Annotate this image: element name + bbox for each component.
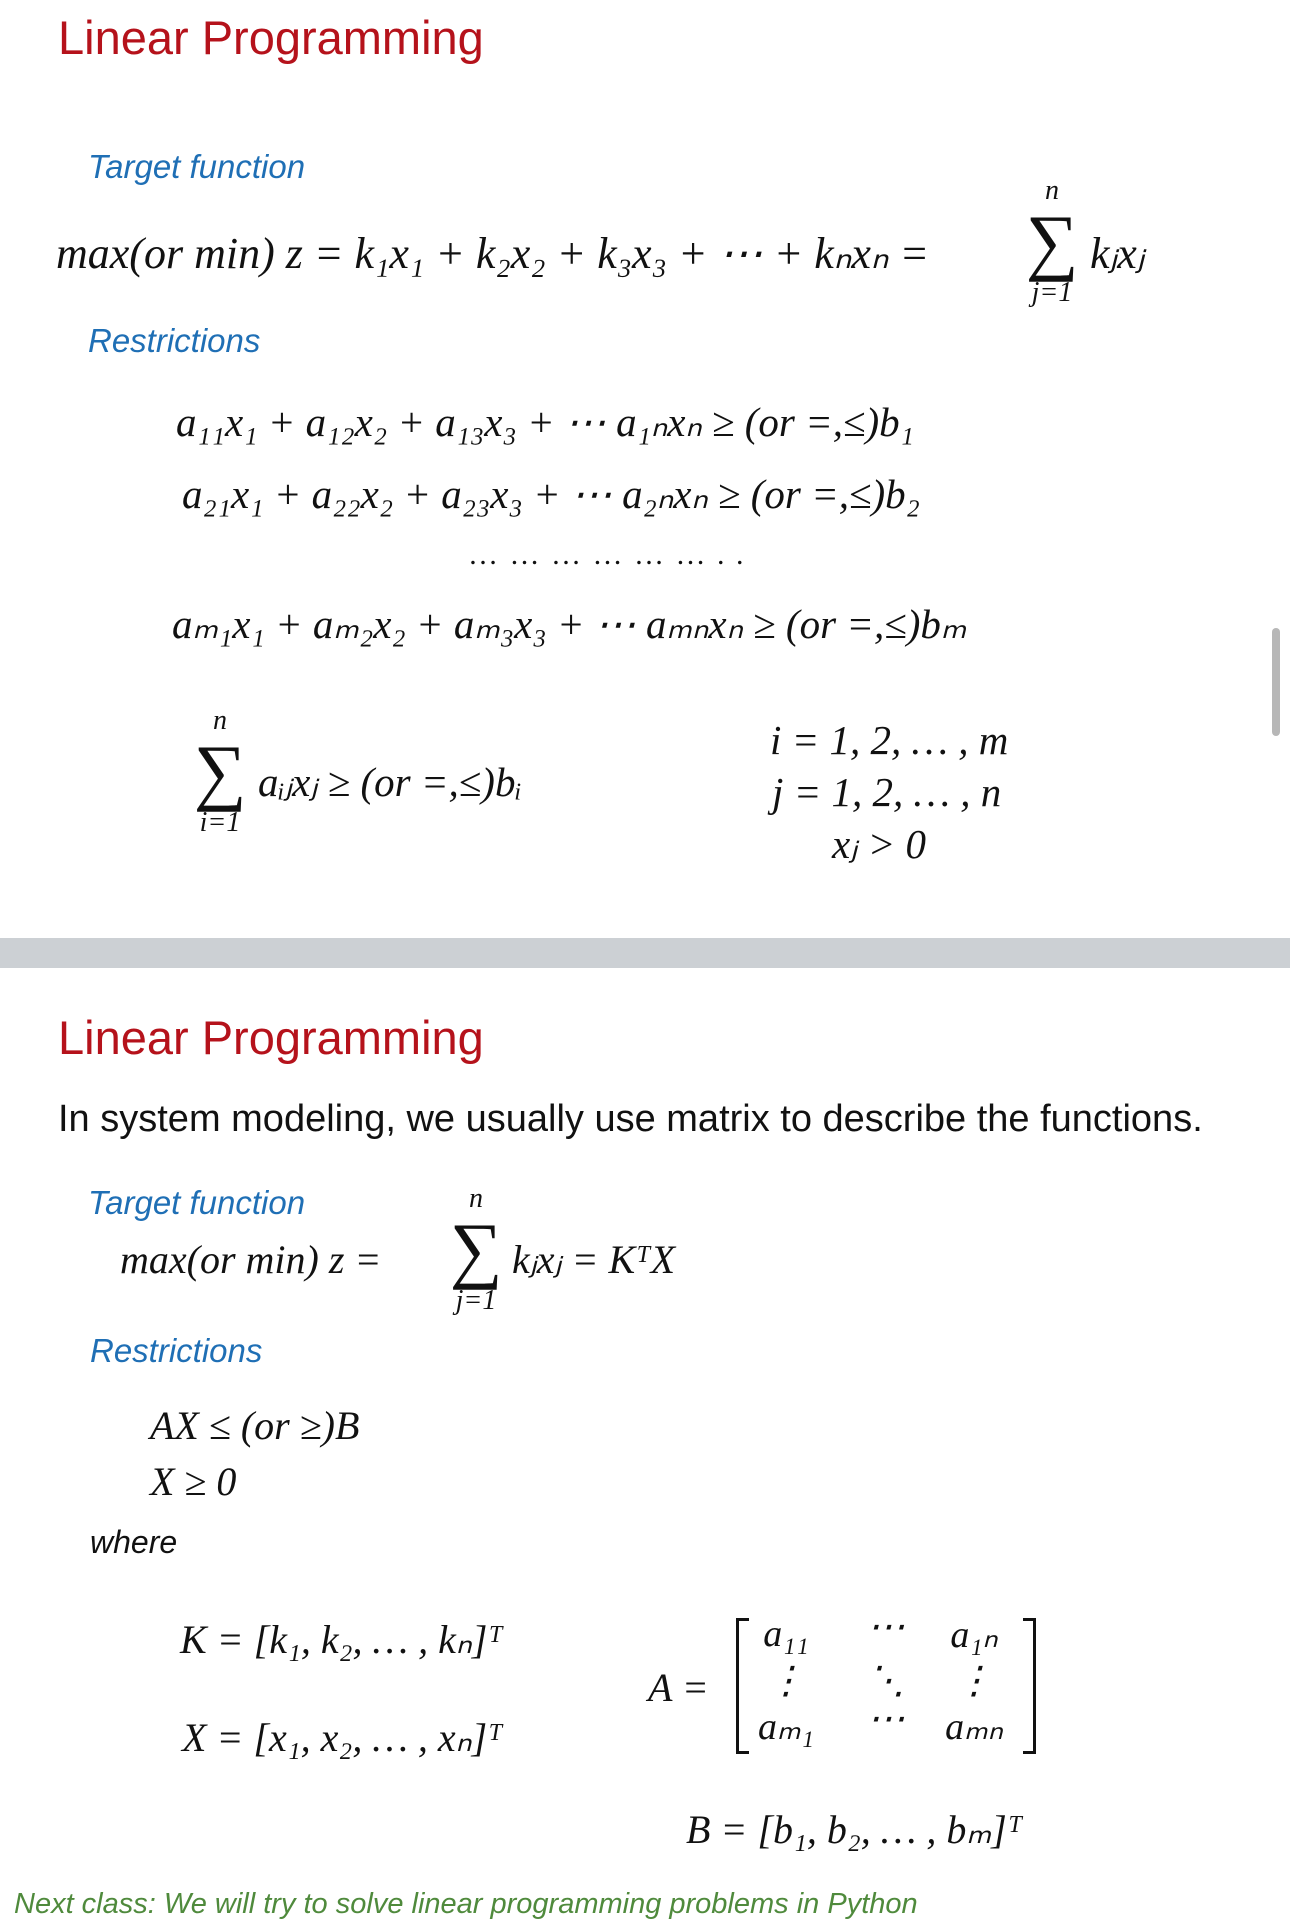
restriction-matrix-inequality: AX ≤ (or ≥)B xyxy=(150,1403,360,1448)
matrix-cell-vdots: ⋮ xyxy=(955,1660,993,1702)
sum-upper-limit: n xyxy=(1045,175,1059,206)
a-matrix xyxy=(736,1606,1036,1754)
scrollbar-thumb[interactable] xyxy=(1272,628,1280,736)
objective-rhs: kⱼxⱼ = KᵀX xyxy=(512,1237,676,1282)
objective-lhs: max(or min) z = xyxy=(120,1237,382,1282)
sigma-symbol: ∑ xyxy=(449,1209,503,1291)
objective-summation xyxy=(1012,176,1092,308)
objective-function-expanded: max(or min) z = k₁x₁ + k₂x₂ + k₃x₃ + ⋯ + kₙxₙ = xyxy=(56,229,930,278)
restrictions-label: Restrictions xyxy=(90,1332,263,1369)
sigma-symbol: ∑ xyxy=(1025,201,1079,283)
compact-summation xyxy=(180,706,260,838)
sum-lower-limit: j=1 xyxy=(455,1285,497,1316)
sum-lower-limit: i=1 xyxy=(199,807,241,838)
slide-linear-programming-general xyxy=(0,0,1290,938)
sum-upper-limit: n xyxy=(469,1183,483,1214)
right-bracket xyxy=(1023,1618,1036,1754)
k-vector-definition: K = [k₁, k₂, … , kₙ]ᵀ xyxy=(180,1617,503,1662)
target-function-label: Target function xyxy=(88,148,306,185)
a-matrix-label: A = xyxy=(648,1665,709,1710)
compact-constraint: aᵢⱼxⱼ ≥ (or =,≤)bᵢ xyxy=(258,759,522,805)
sigma-symbol: ∑ xyxy=(193,731,247,813)
objective-summation xyxy=(436,1184,516,1316)
b-vector-definition: B = [b₁, b₂, … , bₘ]ᵀ xyxy=(686,1807,1023,1852)
matrix-cell-hdots: ⋯ xyxy=(867,1698,905,1740)
target-function-label: Target function xyxy=(88,1184,306,1221)
where-label: where xyxy=(90,1524,178,1560)
x-vector-definition: X = [x₁, x₂, … , xₙ]ᵀ xyxy=(182,1715,503,1760)
intro-text: In system modeling, we usually use matrix to describe the functions. xyxy=(58,1098,1203,1140)
constraint-row-m: aₘ₁x₁ + aₘ₂x₂ + aₘ₃x₃ + ⋯ aₘₙxₙ ≥ (or =,≤)bₘ xyxy=(172,601,967,647)
restriction-nonnegativity: X ≥ 0 xyxy=(150,1459,237,1504)
index-condition-i: i = 1, 2, … , m xyxy=(770,717,1009,763)
slide-divider xyxy=(0,938,1290,968)
matrix-cell-a1n: a₁ₙ xyxy=(950,1614,998,1656)
constraint-row-2: a₂₁x₁ + a₂₂x₂ + a₂₃x₃ + ⋯ a₂ₙxₙ ≥ (or =,≤)b₂ xyxy=(182,471,920,517)
matrix-cell-ddots: ⋱ xyxy=(867,1660,905,1702)
matrix-cell-a11: a₁₁ xyxy=(763,1613,809,1655)
slide-linear-programming-matrix xyxy=(0,968,1290,1932)
index-condition-j: j = 1, 2, … , n xyxy=(772,769,1002,815)
matrix-cell-hdots: ⋯ xyxy=(867,1606,905,1648)
constraint-ellipsis: … … … … … … . . xyxy=(468,538,746,571)
matrix-cell-vdots: ⋮ xyxy=(767,1660,805,1702)
sum-upper-limit: n xyxy=(213,705,227,736)
sum-lower-limit: j=1 xyxy=(1031,277,1073,308)
matrix-cell-amn: aₘₙ xyxy=(945,1706,1003,1748)
slide-title: Linear Programming xyxy=(58,1011,484,1064)
matrix-cell-am1: aₘ₁ xyxy=(758,1706,814,1748)
nonnegativity-condition: xⱼ > 0 xyxy=(832,821,927,867)
footer-note: Next class: We will try to solve linear programming problems in Python xyxy=(14,1888,918,1920)
constraint-row-1: a₁₁x₁ + a₁₂x₂ + a₁₃x₃ + ⋯ a₁ₙxₙ ≥ (or =,≤)b₁ xyxy=(176,399,914,445)
restrictions-label: Restrictions xyxy=(88,322,261,359)
slide-title: Linear Programming xyxy=(58,11,484,64)
objective-sum-term: kⱼxⱼ xyxy=(1090,229,1145,278)
